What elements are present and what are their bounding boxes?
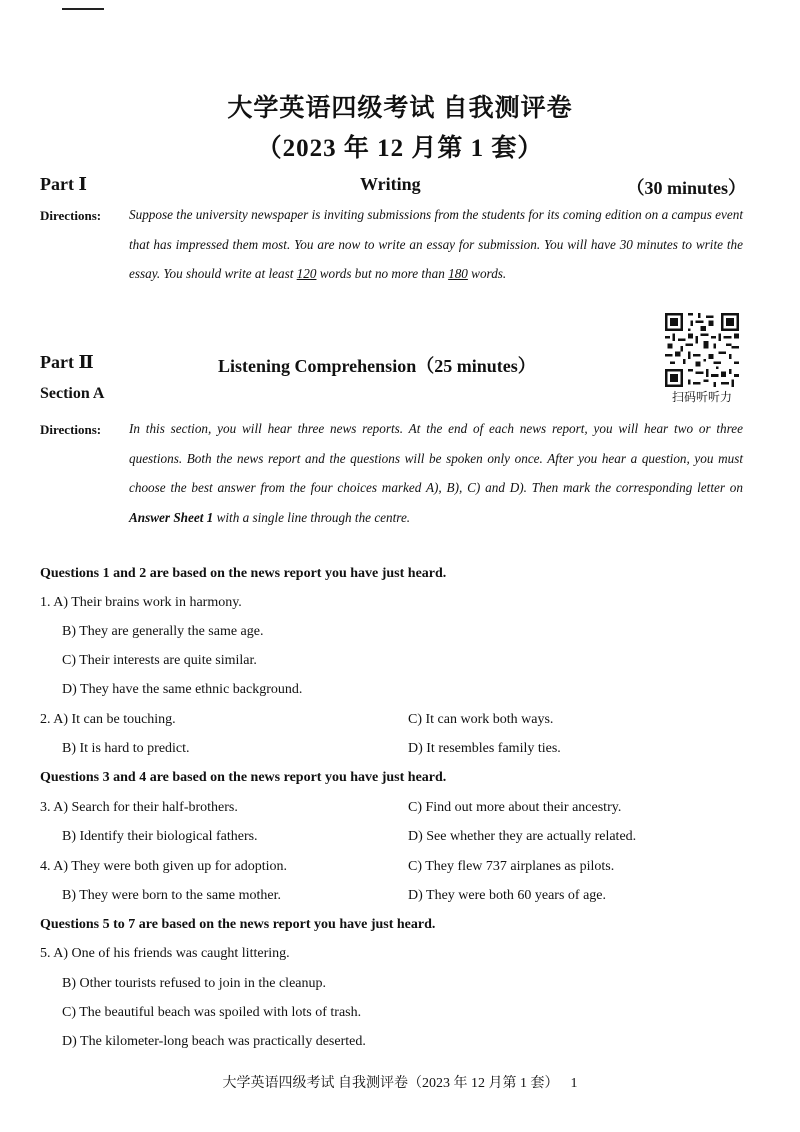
- question-group-header: Questions 5 to 7 are based on the news report you have just heard.: [40, 917, 436, 932]
- qr-caption: 扫码听听力: [671, 390, 732, 404]
- top-rule: [62, 8, 104, 10]
- answer-sheet-ref: Answer Sheet 1: [129, 509, 214, 525]
- option-3d: D) See whether they are actually related.: [408, 829, 637, 844]
- option-2b: B) It is hard to predict.: [62, 741, 190, 756]
- part1-label: Part Ⅰ: [40, 174, 87, 194]
- part2-name: Listening Comprehension（25 minutes）: [218, 356, 536, 376]
- option-5d: D) The kilometer-long beach was practically deserted.: [62, 1034, 366, 1049]
- part1-directions-label: Directions:: [40, 208, 102, 223]
- option-1d: D) They have the same ethnic background.: [62, 682, 303, 697]
- option-3a: 3. A) Search for their half-brothers.: [40, 800, 238, 815]
- option-1b: B) They are generally the same age.: [62, 624, 264, 639]
- max-words: 180: [448, 266, 468, 282]
- qr-code-icon[interactable]: [663, 313, 741, 387]
- part1-name: Writing: [360, 174, 421, 194]
- exam-subtitle: （2023 年 12 月第 1 套）: [256, 135, 544, 162]
- part2-directions-text-a: In this section, you will hear three news reports. At the end of each news report, you will hear two or three questions. Both the news report and the questions will be spoken only once. After you hear a question, you must choose the best answer from the four choices marked A), B), C) and D). Then mark the corresponding letter on: [129, 421, 743, 496]
- footer-text: 大学英语四级考试 自我测评卷（2023 年 12 月第 1 套）: [222, 1076, 559, 1091]
- option-5b: B) Other tourists refused to join in the cleanup.: [62, 976, 326, 991]
- option-2d: D) It resembles family ties.: [408, 741, 561, 756]
- part1-directions-text-a: Suppose the university newspaper is inviting submissions from the students for its coming edition on a campus event that has impressed them most. You are now to write an essay for submission. You will have 30 minutes to write the essay. You should write at least: [129, 207, 743, 282]
- page-footer: [0, 1072, 800, 1092]
- part1-directions-text-b: words but no more than: [316, 266, 449, 282]
- option-4a: 4. A) They were both given up for adoption.: [40, 859, 288, 874]
- min-words: 120: [296, 266, 317, 282]
- option-5a: 5. A) One of his friends was caught littering.: [40, 946, 290, 961]
- option-3c: C) Find out more about their ancestry.: [408, 800, 622, 815]
- part1-time: （30 minutes）: [626, 178, 746, 198]
- option-5c: C) The beautiful beach was spoiled with lots of trash.: [62, 1005, 362, 1020]
- option-3b: B) Identify their biological fathers.: [62, 829, 258, 844]
- part2-directions-label: Directions:: [40, 422, 102, 437]
- part1-directions-text-c: words.: [467, 266, 507, 282]
- option-4d: D) They were both 60 years of age.: [408, 888, 607, 903]
- option-2a: 2. A) It can be touching.: [40, 712, 176, 727]
- question-group-header: Questions 1 and 2 are based on the news report you have just heard.: [40, 566, 447, 581]
- part2-directions: [129, 414, 743, 532]
- option-4b: B) They were born to the same mother.: [62, 888, 282, 903]
- option-4c: C) They flew 737 airplanes as pilots.: [408, 859, 615, 874]
- exam-title: 大学英语四级考试 自我测评卷: [227, 95, 573, 122]
- option-1c: C) Their interests are quite similar.: [62, 653, 257, 668]
- page-number: 1: [570, 1076, 578, 1091]
- part2-directions-text-b: with a single line through the centre.: [213, 509, 411, 525]
- question-group-header: Questions 3 and 4 are based on the news report you have just heard.: [40, 770, 447, 785]
- option-1a: 1. A) Their brains work in harmony.: [40, 595, 242, 610]
- option-2c: C) It can work both ways.: [408, 712, 554, 727]
- part1-directions: [129, 200, 743, 289]
- section-a-heading: Section A: [40, 385, 105, 402]
- part2-label: Part Ⅱ: [40, 352, 94, 372]
